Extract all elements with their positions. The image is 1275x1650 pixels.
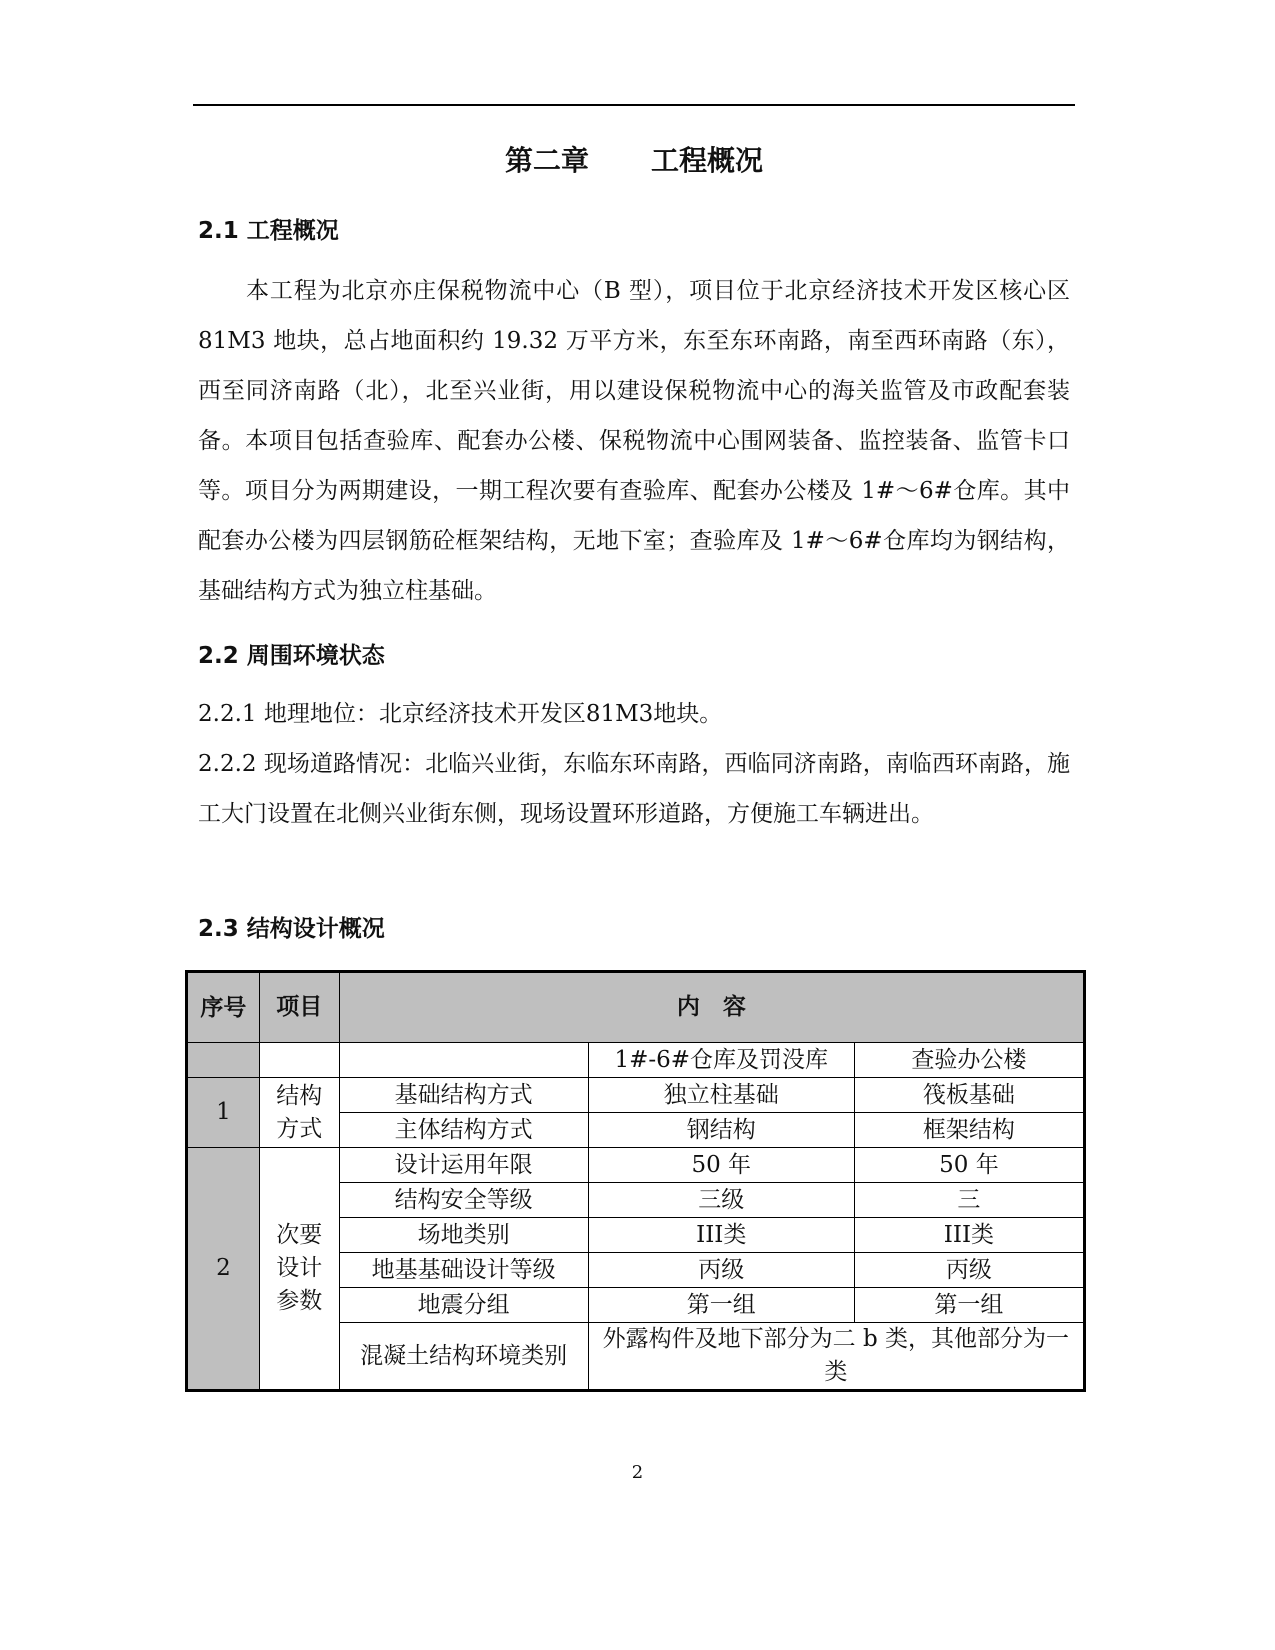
subheader-blank xyxy=(259,1043,339,1078)
section-2-1-body: 本工程为北京亦庄保税物流中心（B 型），项目位于北京经济技术开发区核心区 81M3 地块，总占地面积约 19.32 万平方米，东至东环南路，南至西环南路（东），西至同济南路（北），北至兴业街，用以建设保税物流中心的海关监管及市政配套装备。本项目包括查验库、配套办公楼、保税物流中心围网装备、监控装备、监管卡口等。项目分为两期建设，一期工程次要有查验库、配套办公楼及 1#～6#仓库。其中配套办公楼为四层钢筋砼框架结构，无地下室；查验库及 1#～6#仓库均为钢结构，基础结构方式为独立柱基础。 xyxy=(198,278,1070,604)
row-value-b: 框架结构 xyxy=(854,1113,1084,1148)
row-value-a: 丙级 xyxy=(588,1253,854,1288)
subheader-col1: 1#-6#仓库及罚没库 xyxy=(588,1043,854,1078)
table-row xyxy=(187,1078,1085,1113)
group-label: 结构方式 xyxy=(259,1078,339,1148)
row-value-b: 筏板基础 xyxy=(854,1078,1084,1113)
row-name: 地基基础设计等级 xyxy=(339,1253,588,1288)
row-value-a: 钢结构 xyxy=(588,1113,854,1148)
subheader-blank xyxy=(187,1043,260,1078)
row-value-a: 三级 xyxy=(588,1183,854,1218)
table-subheader-row xyxy=(187,1043,1085,1078)
subheader-col2: 查验办公楼 xyxy=(854,1043,1084,1078)
row-name: 基础结构方式 xyxy=(339,1078,588,1113)
header-seq: 序号 xyxy=(187,972,260,1043)
chapter-number: 第二章 xyxy=(504,144,589,177)
group-seq: 1 xyxy=(187,1078,260,1148)
row-value-a: 第一组 xyxy=(588,1288,854,1323)
row-value-b: 第一组 xyxy=(854,1288,1084,1323)
row-value-a: III类 xyxy=(588,1218,854,1253)
header-content: 内 容 xyxy=(339,972,1084,1043)
section-heading-2-2: 2.2 周围环境状态 xyxy=(198,643,385,669)
group-label: 次要设计参数 xyxy=(259,1148,339,1391)
row-name: 结构安全等级 xyxy=(339,1183,588,1218)
row-value-b: 三 xyxy=(854,1183,1084,1218)
row-name: 主体结构方式 xyxy=(339,1113,588,1148)
header-item: 项目 xyxy=(259,972,339,1043)
chapter-name: 工程概况 xyxy=(651,144,764,177)
header-rule xyxy=(193,104,1075,106)
row-value-a: 独立柱基础 xyxy=(588,1078,854,1113)
group-seq: 2 xyxy=(187,1148,260,1391)
page-number: 2 xyxy=(631,1462,644,1483)
chapter-title xyxy=(193,139,1075,179)
subheader-blank xyxy=(339,1043,588,1078)
structure-design-table xyxy=(185,970,1086,1392)
row-name: 设计运用年限 xyxy=(339,1148,588,1183)
row-value-a: 50 年 xyxy=(588,1148,854,1183)
section-2-2-2: 2.2.2 现场道路情况：北临兴业街，东临东环南路，西临同济南路，南临西环南路，施工大门设置在北侧兴业街东侧，现场设置环形道路，方便施工车辆进出。 xyxy=(198,751,1070,827)
section-heading-2-3: 2.3 结构设计概况 xyxy=(198,916,385,942)
section-heading-2-1: 2.1 工程概况 xyxy=(198,218,339,244)
row-name: 场地类别 xyxy=(339,1218,588,1253)
row-name: 地震分组 xyxy=(339,1288,588,1323)
row-name: 混凝土结构环境类别 xyxy=(339,1323,588,1391)
table-row xyxy=(187,1148,1085,1183)
row-value-b: III类 xyxy=(854,1218,1084,1253)
row-value-merged: 外露构件及地下部分为二 b 类，其他部分为一类 xyxy=(588,1323,1084,1391)
row-value-b: 50 年 xyxy=(854,1148,1084,1183)
table-header-row xyxy=(187,972,1085,1043)
row-value-b: 丙级 xyxy=(854,1253,1084,1288)
section-2-2-1: 2.2.1 地理地位：北京经济技术开发区81M3地块。 xyxy=(198,701,723,727)
